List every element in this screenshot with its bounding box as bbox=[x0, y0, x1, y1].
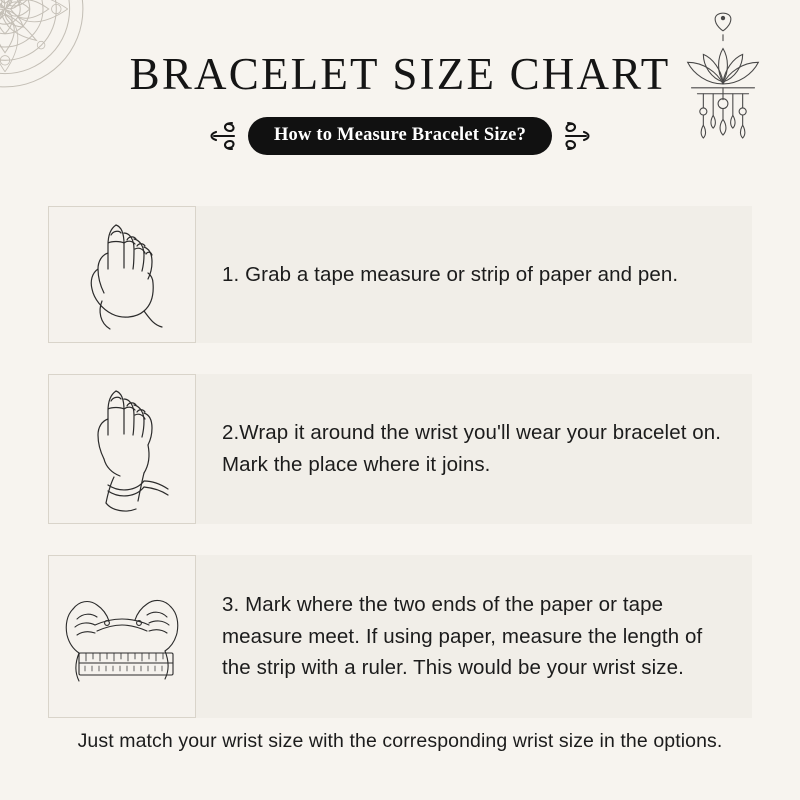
step-text: 1. Grab a tape measure or strip of paper and pen. bbox=[222, 262, 679, 286]
step-item bbox=[48, 374, 752, 524]
footer-note: Just match your wrist size with the corresponding wrist size in the options. bbox=[77, 730, 723, 752]
subtitle-row bbox=[0, 117, 800, 155]
swirl-ornament-icon bbox=[562, 119, 592, 153]
step-illustration bbox=[48, 206, 196, 343]
step-item bbox=[48, 206, 752, 343]
steps-list bbox=[0, 206, 800, 749]
hand-fist-line-art-icon bbox=[58, 213, 186, 337]
page-title: BRACELET SIZE CHART bbox=[129, 49, 671, 99]
step-text: 3. Mark where the two ends of the paper or tape measure meet. If using paper, measure the length of the strip with a ruler. This would be your wrist size. bbox=[222, 592, 703, 680]
step-illustration bbox=[48, 555, 196, 718]
hands-measuring-strip-with-ruler-icon bbox=[55, 567, 189, 707]
step-item bbox=[48, 555, 752, 718]
subtitle-badge: How to Measure Bracelet Size? bbox=[248, 117, 552, 155]
header bbox=[0, 49, 800, 155]
step-illustration bbox=[48, 374, 196, 524]
swirl-ornament-icon bbox=[208, 119, 238, 153]
step-text: 2.Wrap it around the wrist you'll wear your bracelet on. Mark the place where it joins. bbox=[222, 421, 722, 476]
hand-with-tape-around-wrist-icon bbox=[58, 381, 186, 517]
